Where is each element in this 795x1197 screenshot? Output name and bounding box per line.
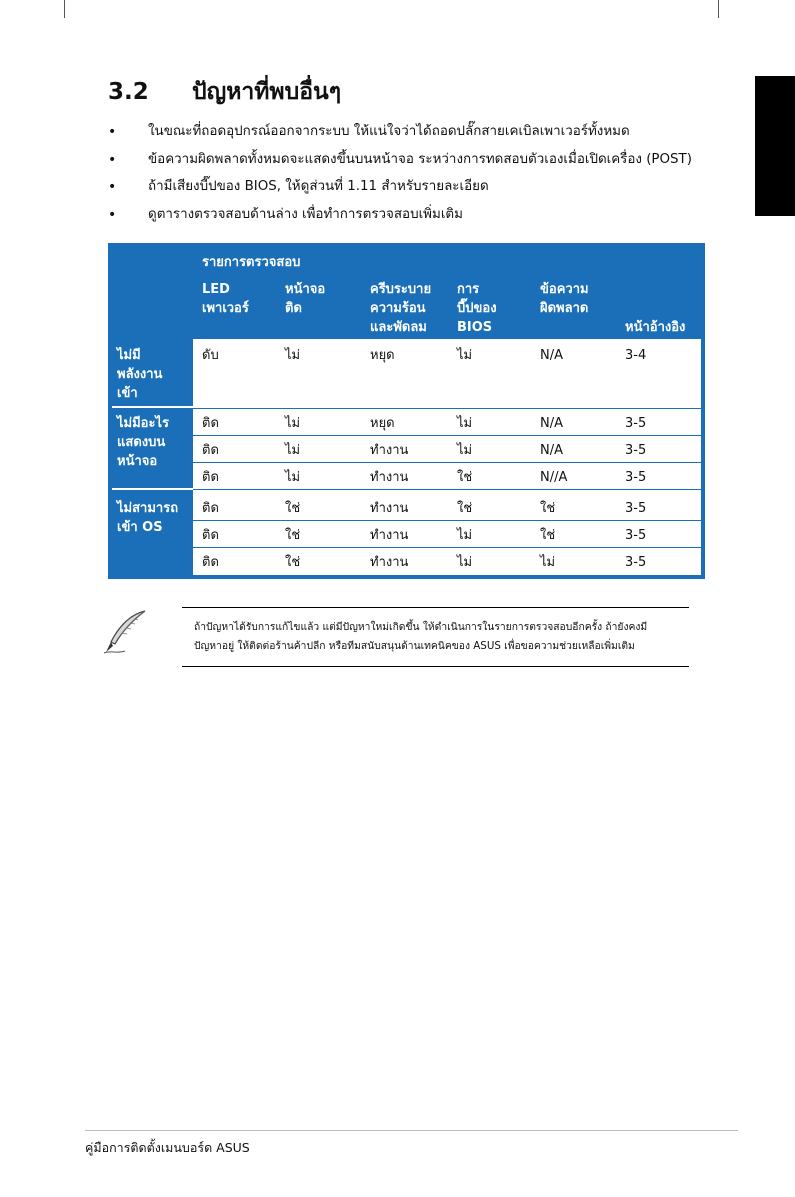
row-group-label: ไม่มีอะไร แสดงบน หน้าจอ bbox=[117, 416, 169, 469]
row-divider bbox=[193, 520, 701, 521]
bullet-item: • ถ้ามีเสียงบี๊ปของ BIOS, ให้ดูส่วนที่ 1.11 สำหรับรายละเอียด bbox=[108, 176, 748, 204]
cell-bios-beep: ไม่ bbox=[457, 528, 473, 543]
section-number: 3.2 bbox=[108, 79, 149, 105]
cell-screen: ใช่ bbox=[285, 501, 301, 516]
row-group-label: ไม่สามารถ เข้า OS bbox=[117, 501, 179, 535]
cell-led: ติด bbox=[202, 470, 219, 485]
column-header: หน้าจอ ติด bbox=[285, 282, 326, 316]
column-header: ครีบระบาย ความร้อน และพัดลม bbox=[370, 282, 432, 335]
section-heading bbox=[108, 74, 341, 110]
cell-screen: ไม่ bbox=[285, 348, 301, 363]
cell-bios-beep: ไม่ bbox=[457, 555, 473, 570]
row-group-divider bbox=[112, 406, 193, 408]
row-divider bbox=[193, 462, 701, 463]
cell-bios-beep: ใช่ bbox=[457, 501, 473, 516]
cell-led: ติด bbox=[202, 416, 219, 431]
cell-heatsink-fan: ทำงาน bbox=[370, 470, 409, 485]
cell-bios-beep: ไม่ bbox=[457, 443, 473, 458]
cell-error-message: ใช่ bbox=[540, 528, 556, 543]
crop-mark bbox=[718, 0, 719, 18]
cell-screen: ไม่ bbox=[285, 443, 301, 458]
cell-reference-page: 3-5 bbox=[625, 528, 647, 543]
cell-error-message: N//A bbox=[540, 470, 568, 485]
bullet-item: • ดูตารางตรวจสอบด้านล่าง เพื่อทำการตรวจสอบเพิ่มเติม bbox=[108, 204, 748, 232]
bullet-dot-icon: • bbox=[108, 151, 117, 168]
cell-reference-page: 3-5 bbox=[625, 443, 647, 458]
note-rule bbox=[182, 666, 689, 667]
cell-error-message: N/A bbox=[540, 443, 563, 458]
column-header: การ บี๊ปของ BIOS bbox=[457, 282, 497, 335]
row-divider bbox=[193, 547, 701, 548]
checklist-table bbox=[108, 243, 705, 579]
quill-pen-icon bbox=[101, 608, 149, 656]
cell-heatsink-fan: ทำงาน bbox=[370, 501, 409, 516]
cell-bios-beep: ไม่ bbox=[457, 348, 473, 363]
row-divider bbox=[193, 489, 701, 490]
note-text: ถ้าปัญหาได้รับการแก้ไขแล้ว แต่มีปัญหาใหม่เกิดขึ้น ให้ดำเนินการในรายการตรวจสอบอีกครั้ง ถ้ายังคงมี ปัญหาอยู่ ให้ติดต่อร้านค้าปลีก หรือทีมสนับสนุนด้านเทคนิคของ ASUS เพื่อขอความช่วยเหลือเพิ่มเติม bbox=[194, 621, 648, 652]
row-group-divider bbox=[112, 488, 193, 490]
cell-heatsink-fan: ทำงาน bbox=[370, 555, 409, 570]
cell-heatsink-fan: ทำงาน bbox=[370, 528, 409, 543]
bullet-list bbox=[108, 121, 748, 231]
column-header: หน้าอ้างอิง bbox=[625, 320, 686, 335]
cell-screen: ไม่ bbox=[285, 416, 301, 431]
column-header: ข้อความ ผิดพลาด bbox=[540, 282, 589, 316]
cell-heatsink-fan: ทำงาน bbox=[370, 443, 409, 458]
row-divider bbox=[193, 408, 701, 409]
cell-led: ติด bbox=[202, 501, 219, 516]
cell-heatsink-fan: หยุด bbox=[370, 416, 395, 431]
cell-reference-page: 3-5 bbox=[625, 470, 647, 485]
cell-led: ดับ bbox=[202, 348, 219, 363]
cell-led: ติด bbox=[202, 528, 219, 543]
row-group-label: ไม่มี พลังงาน เข้า bbox=[117, 348, 163, 401]
cell-error-message: ใช่ bbox=[540, 501, 556, 516]
cell-reference-page: 3-4 bbox=[625, 348, 647, 363]
cell-error-message: ไม่ bbox=[540, 555, 556, 570]
footer-text: คู่มือการติดตั้งเมนบอร์ด ASUS bbox=[85, 1140, 250, 1155]
cell-led: ติด bbox=[202, 443, 219, 458]
cell-reference-page: 3-5 bbox=[625, 501, 647, 516]
crop-mark bbox=[64, 0, 65, 18]
group-header: รายการตรวจสอบ bbox=[202, 255, 301, 270]
bullet-item: • ในขณะที่ถอดอุปกรณ์ออกจากระบบ ให้แน่ใจว่าได้ถอดปลั๊กสายเคเบิลเพาเวอร์ทั้งหมด bbox=[108, 121, 748, 149]
cell-error-message: N/A bbox=[540, 416, 563, 431]
cell-screen: ใช่ bbox=[285, 528, 301, 543]
bullet-dot-icon: • bbox=[108, 124, 117, 140]
bullet-item: • ข้อความผิดพลาดทั้งหมดจะแสดงขึ้นบนหน้าจอ ระหว่างการทดสอบตัวเองเมื่อเปิดเครื่อง (POST) bbox=[108, 149, 748, 177]
cell-bios-beep: ใช่ bbox=[457, 470, 473, 485]
cell-reference-page: 3-5 bbox=[625, 416, 647, 431]
note-rule bbox=[182, 607, 689, 608]
cell-bios-beep: ไม่ bbox=[457, 416, 473, 431]
bullet-dot-icon: • bbox=[108, 179, 117, 195]
cell-led: ติด bbox=[202, 555, 219, 570]
section-title: ปัญหาที่พบอื่นๆ bbox=[192, 79, 342, 105]
thumb-tab-marker bbox=[755, 76, 795, 216]
cell-screen: ไม่ bbox=[285, 470, 301, 485]
column-header: LED เพาเวอร์ bbox=[202, 282, 249, 316]
cell-error-message: N/A bbox=[540, 348, 563, 363]
cell-screen: ใช่ bbox=[285, 555, 301, 570]
cell-reference-page: 3-5 bbox=[625, 555, 647, 570]
footer-rule bbox=[85, 1130, 738, 1131]
row-divider bbox=[193, 435, 701, 436]
cell-heatsink-fan: หยุด bbox=[370, 348, 395, 363]
bullet-dot-icon: • bbox=[108, 206, 117, 223]
